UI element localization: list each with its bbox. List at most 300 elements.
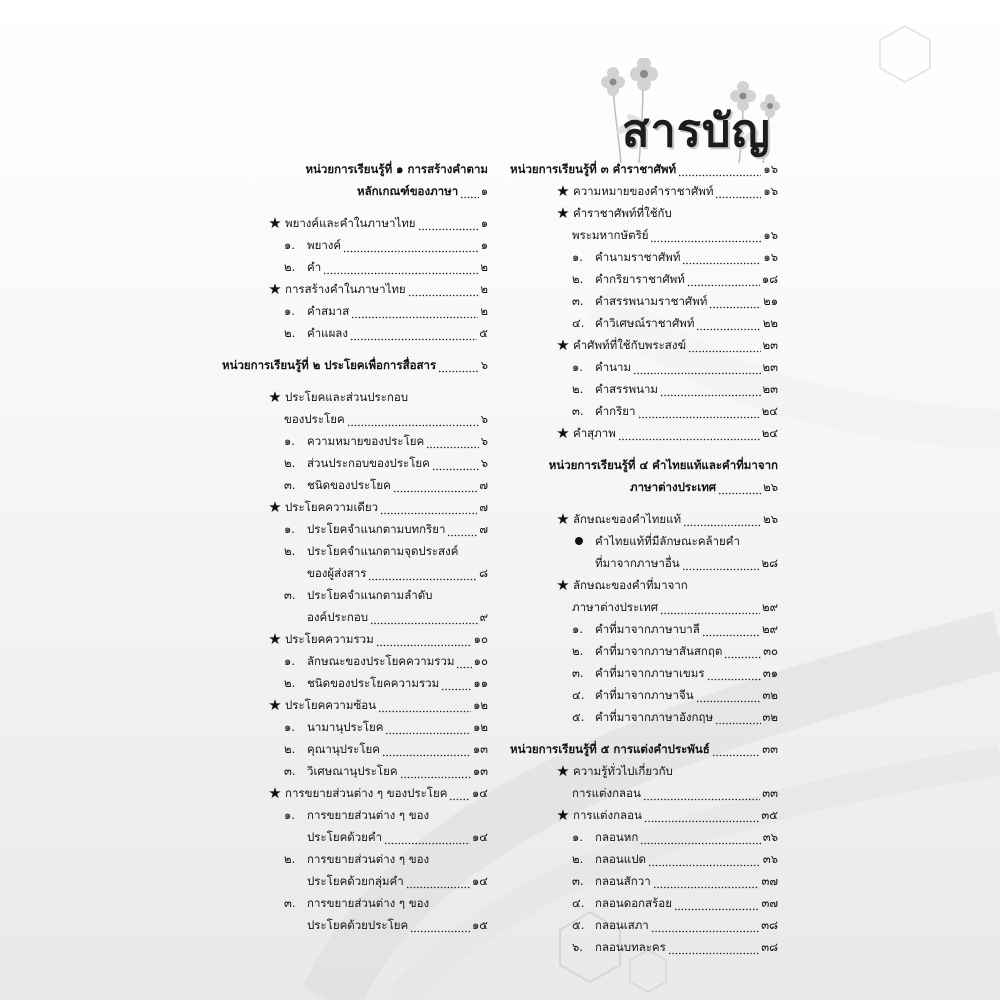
toc-entry-title: คำสมาส: [307, 304, 350, 318]
toc-entry-number: ๑.: [284, 720, 295, 734]
toc-entry-page: ๒๔: [761, 426, 778, 440]
dot-leader: [400, 764, 471, 779]
toc-entry-page: ๑๖: [763, 184, 778, 198]
toc-entry-title: ภาษาต่างประเทศ: [572, 600, 659, 614]
dot-leader: [447, 522, 477, 537]
toc-entry-title: การขยายส่วนต่าง ๆ ของ: [307, 896, 430, 910]
toc-entry[interactable]: [222, 474, 488, 496]
toc-entry[interactable]: [222, 354, 488, 376]
dot-leader: [683, 512, 761, 527]
toc-entry-title: ที่มาจากภาษาอื่น: [595, 556, 680, 570]
toc-entry[interactable]: [510, 826, 778, 848]
toc-entry-page: ๓๒: [762, 688, 778, 702]
toc-entry-page: ๗: [479, 478, 488, 492]
toc-entry-page: ๒๑: [763, 294, 778, 308]
toc-entry-title: คำแผลง: [307, 326, 348, 340]
toc-entry[interactable]: [222, 628, 488, 650]
dot-leader: [384, 830, 470, 845]
toc-entry[interactable]: [510, 378, 778, 400]
dot-leader: [712, 742, 760, 757]
toc-entry-title: ประโยคและส่วนประกอบ: [285, 390, 409, 404]
toc-entry-page: ๙: [479, 610, 488, 624]
toc-entry-page: ๒๘: [761, 556, 778, 570]
dot-leader: [370, 610, 478, 625]
toc-entry-page: ๓๒: [762, 710, 778, 724]
toc-entry[interactable]: [222, 760, 488, 782]
dot-leader: [653, 874, 760, 889]
toc-entry[interactable]: [510, 706, 778, 728]
dot-leader: [696, 316, 760, 331]
star-icon: ★: [268, 214, 282, 232]
toc-entry-number: ๑.: [284, 522, 295, 536]
star-icon: ★: [268, 280, 282, 298]
toc-entry-page: ๗: [479, 522, 488, 536]
toc-entry-page: ๒๙: [761, 622, 778, 636]
star-icon: ★: [268, 498, 282, 516]
dot-leader: [687, 272, 760, 287]
toc-entry-number: ๑.: [284, 654, 295, 668]
toc-entry-page: ๒๓: [762, 382, 778, 396]
toc-entry[interactable]: [510, 180, 778, 202]
toc-entry-page: ๑: [480, 216, 488, 230]
toc-entry[interactable]: [510, 662, 778, 684]
toc-entry[interactable]: [222, 672, 488, 694]
toc-entry-title: กลอนเสภา: [595, 918, 649, 932]
star-icon: ★: [268, 388, 282, 406]
toc-entry[interactable]: [510, 202, 778, 224]
toc-entry-title: หน่วยการเรียนรู้ที่ ๓ คำราชาศัพท์: [510, 162, 677, 176]
toc-entry[interactable]: [510, 804, 778, 826]
dot-leader: [702, 622, 760, 637]
toc-entry-title: ประโยคจำแนกตามจุดประสงค์: [307, 544, 459, 558]
dot-leader: [449, 786, 470, 801]
toc-entry[interactable]: [222, 212, 488, 234]
toc-entry-number: ๔.: [572, 316, 585, 330]
toc-entry-page: ๑: [480, 184, 488, 198]
toc-entry[interactable]: [510, 224, 778, 246]
toc-entry[interactable]: [222, 430, 488, 452]
toc-entry[interactable]: [510, 738, 778, 760]
toc-entry-title: วิเศษณานุประโยค: [307, 764, 398, 778]
toc-entry[interactable]: [222, 278, 488, 300]
toc-entry-number: ๒.: [572, 382, 584, 396]
toc-entry[interactable]: [510, 870, 778, 892]
toc-entry[interactable]: [510, 684, 778, 706]
toc-entry-number: ๒.: [572, 644, 584, 658]
dot-leader: [406, 874, 470, 889]
star-icon: ★: [556, 336, 570, 354]
toc-entry-title: ลักษณะของประโยคความรวม: [307, 654, 455, 668]
toc-entry-title: หน่วยการเรียนรู้ที่ ๕ การแต่งคำประพันธ์: [510, 742, 710, 756]
dot-leader: [668, 940, 760, 955]
toc-entry-title: กลอนดอกสร้อย: [595, 896, 672, 910]
toc-entry-page: ๒๙: [761, 600, 778, 614]
toc-entry[interactable]: [510, 422, 778, 444]
dot-leader: [660, 382, 761, 397]
dot-leader: [410, 918, 470, 933]
toc-entry-title: ประโยคด้วยประโยค: [307, 918, 409, 932]
page-title: สารบัญ: [622, 104, 771, 157]
toc-entry[interactable]: [222, 386, 488, 408]
dot-leader: [460, 184, 479, 199]
toc-entry-title: คุณานุประโยค: [307, 742, 380, 756]
toc-entry-page: ๓๗: [761, 896, 778, 910]
toc-entry-page: ๓๕: [761, 808, 778, 822]
toc-entry-number: ๓.: [284, 896, 296, 910]
toc-entry-title: คำ: [307, 260, 322, 274]
toc-entry-page: ๓๓: [762, 786, 778, 800]
toc-entry-page: ๖: [480, 456, 488, 470]
toc-entry-title: การขยายส่วนต่าง ๆ ของประโยค: [285, 786, 448, 800]
toc-entry-page: ๖: [480, 434, 488, 448]
dot-leader: [709, 294, 761, 309]
toc-entry-title: คำที่มาจากภาษาเขมร: [595, 666, 705, 680]
toc-entry-title: หลักเกณฑ์ของภาษา: [357, 184, 459, 198]
toc-entry-title: ส่วนประกอบของประโยค: [307, 456, 430, 470]
toc-entry[interactable]: [222, 826, 488, 848]
toc-column-right: [510, 158, 778, 958]
toc-entry-title: คำนาม: [595, 360, 632, 374]
toc-entry[interactable]: [510, 530, 778, 552]
dot-leader: [643, 786, 760, 801]
toc-entry-title: ประโยคความซ้อน: [285, 698, 377, 712]
toc-entry-page: ๑๑: [473, 676, 488, 690]
toc-entry-number: ๕.: [572, 918, 585, 932]
dot-leader: [633, 360, 760, 375]
dot-leader: [638, 404, 760, 419]
toc-entry-page: ๑๓: [472, 764, 488, 778]
toc-entry-page: ๑๖: [763, 250, 778, 264]
star-icon: ★: [556, 182, 570, 200]
dot-leader: [380, 500, 477, 515]
toc-entry[interactable]: [510, 356, 778, 378]
toc-entry[interactable]: [510, 246, 778, 268]
dot-leader: [715, 710, 761, 725]
toc-entry-title: หน่วยการเรียนรู้ที่ ๒ ประโยคเพื่อการสื่อสาร: [222, 358, 437, 372]
toc-entry-title: ความหมายของประโยค: [307, 434, 425, 448]
dot-leader: [660, 600, 760, 615]
dot-leader: [696, 688, 761, 703]
toc-entry[interactable]: [510, 268, 778, 290]
toc-entry[interactable]: [510, 760, 778, 782]
toc-entry[interactable]: [222, 694, 488, 716]
star-icon: ★: [556, 762, 570, 780]
toc-entry[interactable]: [222, 234, 488, 256]
toc-entry[interactable]: [222, 804, 488, 826]
toc-entry-page: ๑๔: [471, 786, 488, 800]
star-icon: ★: [268, 630, 282, 648]
toc-entry-number: ๑.: [572, 622, 583, 636]
dot-leader: [674, 896, 760, 911]
toc-entry[interactable]: [222, 540, 488, 562]
toc-entry[interactable]: [222, 322, 488, 344]
toc-entry-title: ลักษณะของคำไทยแท้: [573, 512, 682, 526]
toc-entry-title: ความหมายของคำราชาศัพท์: [573, 184, 714, 198]
star-icon: ★: [556, 806, 570, 824]
dot-leader: [618, 426, 760, 441]
dot-leader: [688, 338, 761, 353]
toc-entry[interactable]: [510, 914, 778, 936]
toc-entry-page: ๒: [480, 260, 488, 274]
toc-entry-title: กลอนบทละคร: [595, 940, 666, 954]
dot-leader: [378, 698, 471, 713]
dot-leader: [368, 566, 477, 581]
toc-entry[interactable]: [222, 914, 488, 936]
toc-entry[interactable]: [510, 476, 778, 498]
toc-entry[interactable]: [510, 334, 778, 356]
toc-entry-page: ๒๒: [762, 316, 778, 330]
dot-leader: [408, 282, 479, 297]
toc-entry-number: ๑.: [572, 360, 583, 374]
toc-entry-page: ๑๐: [473, 654, 488, 668]
toc-entry-page: ๑๕: [471, 918, 488, 932]
dot-leader: [644, 808, 760, 823]
toc-entry-number: ๓.: [572, 666, 584, 680]
toc-entry[interactable]: [222, 738, 488, 760]
toc-entry[interactable]: [222, 848, 488, 870]
toc-entry[interactable]: [510, 400, 778, 422]
toc-entry-number: ๓.: [284, 478, 296, 492]
toc-entry[interactable]: [510, 640, 778, 662]
toc-entry-page: ๒๓: [762, 338, 778, 352]
toc-entry-title: ลักษณะของคำที่มาจาก: [573, 578, 688, 592]
toc-entry-page: ๒: [480, 282, 488, 296]
toc-entry[interactable]: [222, 496, 488, 518]
toc-entry-title: การแต่งกลอน: [573, 808, 642, 822]
toc-entry-title: ประโยคจำแนกตามบทกริยา: [307, 522, 446, 536]
toc-entry[interactable]: [222, 518, 488, 540]
dot-leader: [640, 830, 761, 845]
toc-entry[interactable]: [222, 158, 488, 180]
toc-entry-title: การแต่งกลอน: [572, 786, 641, 800]
dot-leader: [456, 654, 471, 669]
dot-leader: [376, 632, 472, 647]
toc-entry-number: ๑.: [572, 830, 583, 844]
toc-entry[interactable]: [510, 936, 778, 958]
toc-entry[interactable]: [510, 596, 778, 618]
toc-entry[interactable]: [222, 562, 488, 584]
toc-entry-page: ๑๔: [471, 874, 488, 888]
dot-leader: [682, 556, 760, 571]
toc-entry-title: คำกริยา: [595, 404, 636, 418]
toc-entry-page: ๗: [479, 500, 488, 514]
toc-entry-title: คำวิเศษณ์ราชาศัพท์: [595, 316, 695, 330]
toc-entry-title: คำนามราชาศัพท์: [595, 250, 681, 264]
toc-entry-title: พระมหากษัตริย์: [572, 228, 649, 242]
toc-entry-page: ๓๗: [761, 874, 778, 888]
toc-entry-number: ๔.: [572, 688, 585, 702]
toc-entry[interactable]: [222, 650, 488, 672]
toc-entry-number: ๑.: [284, 238, 295, 252]
toc-entry-number: ๒.: [284, 544, 296, 558]
toc-entry-title: องค์ประกอบ: [307, 610, 369, 624]
toc-entry[interactable]: [510, 618, 778, 640]
toc-entry-number: ๑.: [572, 250, 583, 264]
star-icon: ★: [268, 784, 282, 802]
toc-entry-title: ชนิดของประโยค: [307, 478, 391, 492]
toc-entry-title: คำกริยาราชาศัพท์: [595, 272, 685, 286]
toc-entry[interactable]: [222, 870, 488, 892]
dot-leader: [385, 720, 471, 735]
toc-entry-number: ๒.: [284, 676, 296, 690]
toc-entry-title: การขยายส่วนต่าง ๆ ของ: [307, 808, 430, 822]
dot-leader: [650, 228, 761, 243]
toc-entry-page: ๓๖: [762, 830, 778, 844]
toc-entry[interactable]: [510, 848, 778, 870]
toc-entry-number: ๕.: [572, 710, 585, 724]
toc-entry-number: ๓.: [284, 588, 296, 602]
dot-leader: [724, 644, 761, 659]
dot-leader: [438, 358, 479, 373]
toc-entry-number: ๒.: [284, 852, 296, 866]
toc-entry[interactable]: [222, 782, 488, 804]
toc-entry-title: คำสรรพนามราชาศัพท์: [595, 294, 708, 308]
toc-entry-page: ๘: [479, 566, 488, 580]
toc-entry-page: ๖: [480, 358, 488, 372]
toc-entry-title: ประโยคความรวม: [285, 632, 374, 646]
toc-entry[interactable]: [510, 552, 778, 574]
toc-column-left: [222, 158, 488, 936]
dot-leader: [651, 918, 759, 933]
toc-entry-page: ๑๒: [473, 698, 488, 712]
toc-entry-page: ๒๓: [762, 360, 778, 374]
toc-entry-page: ๒๖: [763, 480, 778, 494]
toc-entry-title: การสร้างคำในภาษาไทย: [285, 282, 406, 296]
toc-entry-title: พยางค์และคำในภาษาไทย: [285, 216, 416, 230]
toc-entry-page: ๒: [480, 304, 488, 318]
toc-entry-number: ๒.: [284, 326, 296, 340]
toc-entry-title: คำราชาศัพท์ที่ใช้กับ: [573, 206, 672, 220]
dot-leader: [678, 162, 761, 177]
toc-entry[interactable]: [222, 606, 488, 628]
toc-entry-page: ๒๔: [761, 404, 778, 418]
toc-entry-title: กลอนสักวา: [595, 874, 651, 888]
dot-leader: [351, 304, 478, 319]
toc-entry-page: ๑๖: [763, 228, 778, 242]
toc-entry-title: คำไทยแท้ที่มีลักษณะคล้ายคำ: [595, 534, 740, 548]
toc-entry[interactable]: [222, 452, 488, 474]
toc-entry-number: ๒.: [284, 456, 296, 470]
toc-entry-number: ๖.: [572, 940, 583, 954]
toc-entry-page: ๑๓: [472, 742, 488, 756]
toc-entry[interactable]: [222, 892, 488, 914]
toc-entry-page: ๓๓: [762, 742, 778, 756]
dot-leader: [441, 676, 471, 691]
toc-entry-number: ๓.: [572, 294, 584, 308]
toc-entry-title: ประโยคด้วยคำ: [307, 830, 383, 844]
toc-entry[interactable]: [510, 158, 778, 180]
toc-entry-page: ๓๑: [762, 666, 778, 680]
toc-entry-title: กลอนแปด: [595, 852, 646, 866]
toc-entry-number: ๑.: [284, 304, 295, 318]
dot-leader: [418, 216, 479, 231]
toc-entry-title: คำศัพท์ที่ใช้กับพระสงฆ์: [573, 338, 686, 352]
toc-entry-title: พยางค์: [307, 238, 342, 252]
star-icon: ★: [556, 510, 570, 528]
toc-entry[interactable]: [222, 256, 488, 278]
star-icon: ★: [556, 204, 570, 222]
toc-entry-page: ๑๐: [473, 632, 488, 646]
dot-leader: [648, 852, 761, 867]
toc-entry[interactable]: [222, 408, 488, 430]
toc-entry-title: คำสุภาพ: [573, 426, 616, 440]
toc-entry-title: คำที่มาจากภาษาบาลี: [595, 622, 700, 636]
toc-entry-title: หน่วยการเรียนรู้ที่ ๑ การสร้างคำตาม: [305, 162, 488, 176]
toc-entry[interactable]: [510, 574, 778, 596]
toc-entry-number: ๒.: [572, 852, 584, 866]
toc-entry[interactable]: [510, 782, 778, 804]
toc-entry-page: ๖: [480, 412, 488, 426]
toc-entry[interactable]: [510, 892, 778, 914]
toc-entry-page: ๓๘: [761, 940, 778, 954]
star-icon: ★: [268, 696, 282, 714]
toc-entry-number: ๒.: [572, 272, 584, 286]
toc-entry[interactable]: [510, 508, 778, 530]
toc-entry-number: ๒.: [284, 260, 296, 274]
toc-entry[interactable]: [222, 180, 488, 202]
toc-entry-title: คำสรรพนาม: [595, 382, 659, 396]
star-icon: ★: [556, 576, 570, 594]
toc-entry-title: ความรู้ทั่วไปเกี่ยวกับ: [573, 764, 673, 778]
dot-leader: [393, 478, 478, 493]
star-icon: ★: [556, 424, 570, 442]
toc-entry-title: คำที่มาจากภาษาสันสกฤต: [595, 644, 723, 658]
toc-entry-page: ๑๖: [763, 162, 778, 176]
toc-entry-page: ๓๖: [762, 852, 778, 866]
toc-entry-title: ของประโยค: [284, 412, 345, 426]
toc-entry-page: ๑๔: [471, 830, 488, 844]
toc-entry-title: คำที่มาจากภาษาจีน: [595, 688, 694, 702]
toc-entry-number: ๓.: [572, 404, 584, 418]
toc-entry-page: ๑๘: [761, 272, 778, 286]
dot-leader: [432, 456, 479, 471]
dot-leader: [426, 434, 478, 449]
dot-leader: [382, 742, 471, 757]
toc-entry-number: ๑.: [284, 808, 295, 822]
toc-entry-title: นามานุประโยค: [307, 720, 384, 734]
dot-leader: [682, 250, 761, 265]
toc-entry-number: ๒.: [284, 742, 296, 756]
toc-entry-number: ๓.: [284, 764, 296, 778]
toc-entry[interactable]: [510, 290, 778, 312]
dot-leader: [343, 238, 479, 253]
toc-entry-page: ๓๐: [763, 644, 778, 658]
toc-entry-page: ๑๒: [473, 720, 488, 734]
toc-entry-title: การขยายส่วนต่าง ๆ ของ: [307, 852, 430, 866]
toc-entry-title: ชนิดของประโยคความรวม: [307, 676, 440, 690]
toc-entry-title: ประโยคด้วยกลุ่มคำ: [307, 874, 404, 888]
toc-entry-title: ประโยคความเดียว: [285, 500, 379, 514]
toc-entry-title: ภาษาต่างประเทศ: [630, 480, 717, 494]
dot-leader: [350, 326, 477, 341]
toc-entry-title: หน่วยการเรียนรู้ที่ ๔ คำไทยแท้และคำที่มาจาก: [548, 458, 778, 472]
toc-entry[interactable]: [222, 716, 488, 738]
toc-entry-page: ๕: [479, 326, 488, 340]
dot-leader: [347, 412, 479, 427]
toc-entry[interactable]: [510, 454, 778, 476]
toc-entry-title: ประโยคจำแนกตามลำดับ: [307, 588, 433, 602]
toc-entry[interactable]: [222, 584, 488, 606]
toc-entry-title: ของผู้ส่งสาร: [307, 566, 367, 580]
toc-entry[interactable]: [222, 300, 488, 322]
toc-entry-number: ๓.: [572, 874, 584, 888]
dot-leader: [707, 666, 761, 681]
dot-leader: [715, 184, 761, 199]
toc-entry[interactable]: [510, 312, 778, 334]
toc-entry-title: กลอนหก: [595, 830, 639, 844]
bullet-icon: [575, 537, 583, 545]
toc-entry-page: ๒๖: [763, 512, 778, 526]
